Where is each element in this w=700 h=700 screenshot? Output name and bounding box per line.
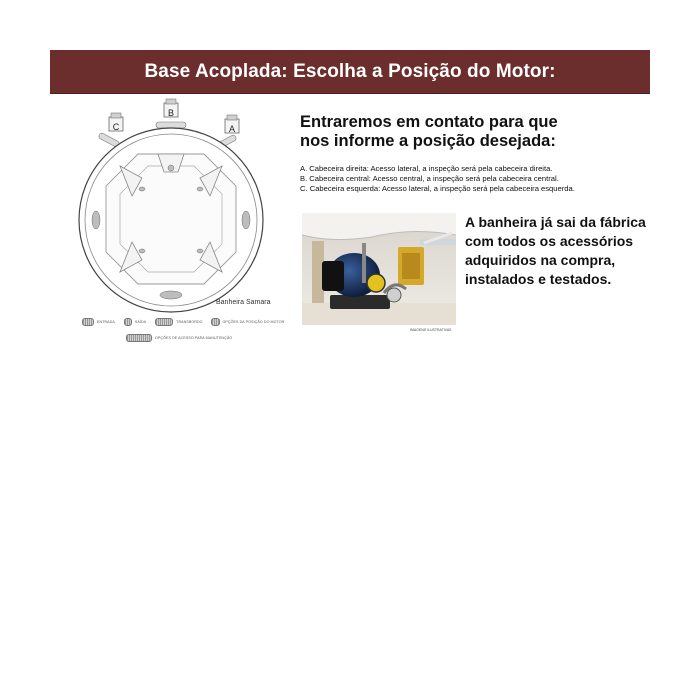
tagline-line-3: adquiridos na compra, [465,252,616,268]
title-banner [50,50,650,94]
outlet-icon [124,318,132,326]
motor-position-icon-a [225,115,239,133]
contact-headline [300,113,600,151]
motor-position-icon-c [109,113,123,131]
headline-line-2: nos informe a posição desejada: [300,132,556,150]
position-label-a: A [228,124,236,134]
legend-row-1 [82,318,284,326]
factory-tagline [465,213,655,289]
photo-caption: IMAGENS ILUSTRATIVAS [410,328,452,332]
diagram-caption: Banheira Samara [216,299,271,306]
tagline-line-2: com todos os acessórios [465,233,634,249]
legend-overflow: TRANSBORDO [176,320,203,324]
overflow-icon [155,318,173,326]
motor-pump-photo [302,213,456,325]
maintenance-access-icon [126,334,152,342]
option-b: B. Cabeceira central: Acesso central, a inspeção será pela cabeceira central. [300,174,559,183]
legend-maintenance-access: OPÇÕES DE ACESSO PARA MANUTENÇÃO [155,336,233,340]
bathtub-outline-drawing [72,94,292,349]
banner-title: Base Acoplada: Escolha a Posição do Motor: [144,61,556,82]
tagline-line-4: instalados e testados. [465,271,612,287]
motor-position-icon-b [164,99,178,117]
option-c: C. Cabeceira esquerda: Acesso lateral, a inspeção será pela cabeceira esquerda. [300,184,575,193]
bathtub-diagram [72,94,292,349]
legend-outlet: SAÍDA [134,320,147,324]
position-label-b: B [167,108,175,118]
inlet-icon [82,318,94,326]
position-label-c: C [112,122,120,132]
legend-row-2 [126,334,232,342]
legend-inlet: ENTRADA [97,320,115,324]
motor-position-options [300,164,640,194]
legend-motor-position: OPÇÕES DA POSIÇÃO DO MOTOR [222,320,285,324]
headline-line-1: Entraremos em contato para que [300,113,558,131]
tagline-line-1: A banheira já sai da fábrica [465,214,646,230]
option-a: A. Cabeceira direita: Acesso lateral, a inspeção será pela cabeceira direita. [300,164,553,173]
motor-pump-illustration [302,213,456,325]
motor-position-icon [211,318,220,326]
